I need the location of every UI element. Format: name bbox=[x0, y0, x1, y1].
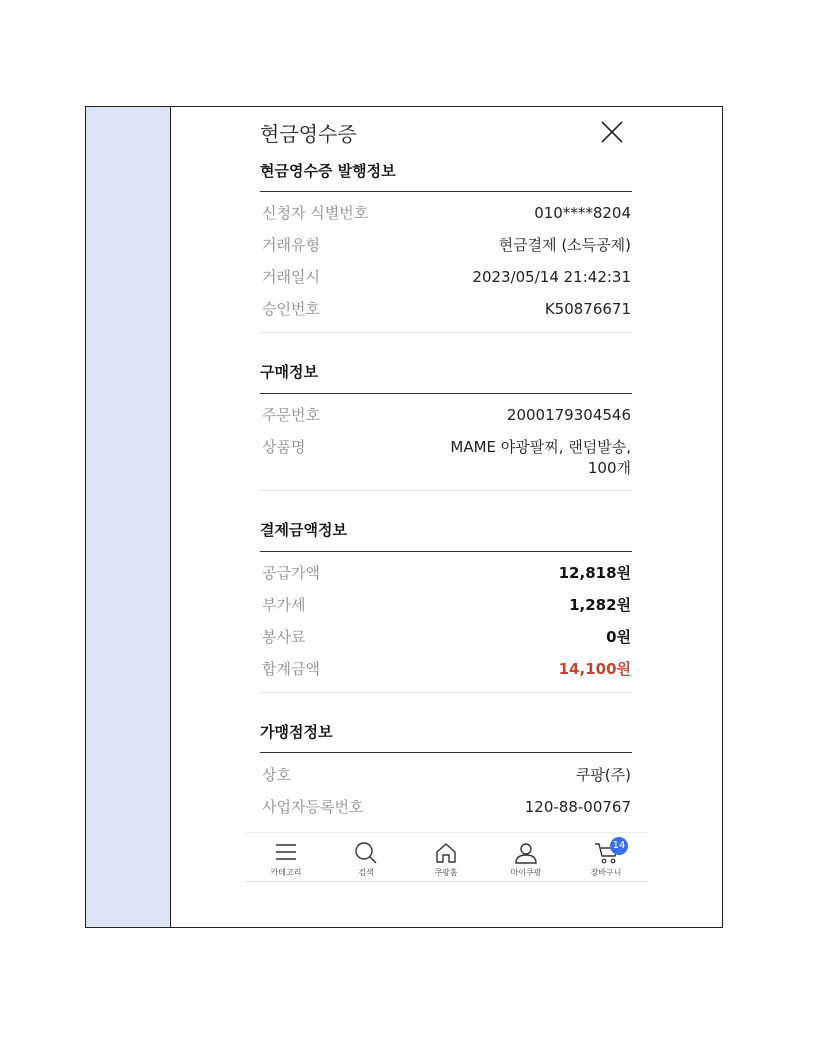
tab-label: 쿠팡홈 bbox=[434, 868, 458, 877]
divider bbox=[260, 191, 632, 192]
row-label: 부가세 bbox=[262, 596, 306, 614]
tab-label: 장바구니 bbox=[590, 868, 622, 877]
row-label: 사업자등록번호 bbox=[262, 798, 364, 816]
tab-label: 검색 bbox=[358, 868, 374, 877]
tab-label: 마이쿠팡 bbox=[510, 868, 542, 877]
divider bbox=[260, 332, 632, 333]
close-icon[interactable] bbox=[600, 120, 624, 144]
payment-section-title: 결제금액정보 bbox=[260, 521, 347, 539]
row-value: K50876671 bbox=[544, 300, 631, 318]
total-amount: 14,100원 bbox=[558, 660, 631, 678]
divider bbox=[260, 752, 632, 753]
divider bbox=[260, 692, 632, 693]
row-label: 합계금액 bbox=[262, 660, 320, 678]
merchant-section-title: 가맹점정보 bbox=[260, 723, 333, 741]
menu-icon bbox=[274, 841, 298, 863]
tab-label: 카테고리 bbox=[270, 868, 302, 877]
cart-count-badge: 14 bbox=[610, 837, 628, 855]
row-value: 쿠팡(주) bbox=[575, 766, 631, 784]
row-value: 현금결제 (소득공제) bbox=[498, 236, 631, 254]
bottom-tab-bar bbox=[246, 832, 648, 882]
row-label: 거래일시 bbox=[262, 268, 320, 286]
tab-home[interactable] bbox=[406, 833, 486, 881]
left-margin-panel bbox=[86, 107, 171, 927]
row-value: 2000179304546 bbox=[506, 406, 631, 424]
divider bbox=[260, 490, 632, 491]
row-label: 공급가액 bbox=[262, 564, 320, 582]
search-icon bbox=[354, 841, 378, 865]
tab-mypage[interactable] bbox=[486, 833, 566, 881]
row-label: 상호 bbox=[262, 766, 291, 784]
home-icon bbox=[434, 841, 458, 865]
top-bar bbox=[260, 118, 636, 146]
row-value: MAME 야광팔찌, 랜덤발송, 100개 bbox=[450, 438, 631, 477]
row-value: 010****8204 bbox=[534, 204, 631, 222]
tab-search[interactable] bbox=[326, 833, 406, 881]
row-label: 주문번호 bbox=[262, 406, 320, 424]
page-title: 현금영수증 bbox=[260, 122, 357, 146]
user-icon bbox=[514, 841, 538, 865]
row-value: 12,818원 bbox=[558, 564, 631, 582]
tab-cart[interactable] bbox=[566, 833, 646, 881]
row-value: 0원 bbox=[606, 628, 631, 646]
row-value: 2023/05/14 21:42:31 bbox=[472, 268, 631, 286]
purchase-section-title: 구매정보 bbox=[260, 363, 318, 381]
row-label: 승인번호 bbox=[262, 300, 320, 318]
issue-section-title: 현금영수증 발행정보 bbox=[260, 162, 396, 180]
row-label: 거래유형 bbox=[262, 236, 320, 254]
divider bbox=[260, 393, 632, 394]
row-label: 봉사료 bbox=[262, 628, 306, 646]
divider bbox=[260, 551, 632, 552]
cash-receipt-screen bbox=[246, 106, 648, 882]
row-value: 120-88-00767 bbox=[524, 798, 631, 816]
row-label: 상품명 bbox=[262, 438, 306, 456]
row-value: 1,282원 bbox=[569, 596, 631, 614]
row-label: 신청자 식별번호 bbox=[262, 204, 369, 222]
tab-category[interactable] bbox=[246, 833, 326, 881]
